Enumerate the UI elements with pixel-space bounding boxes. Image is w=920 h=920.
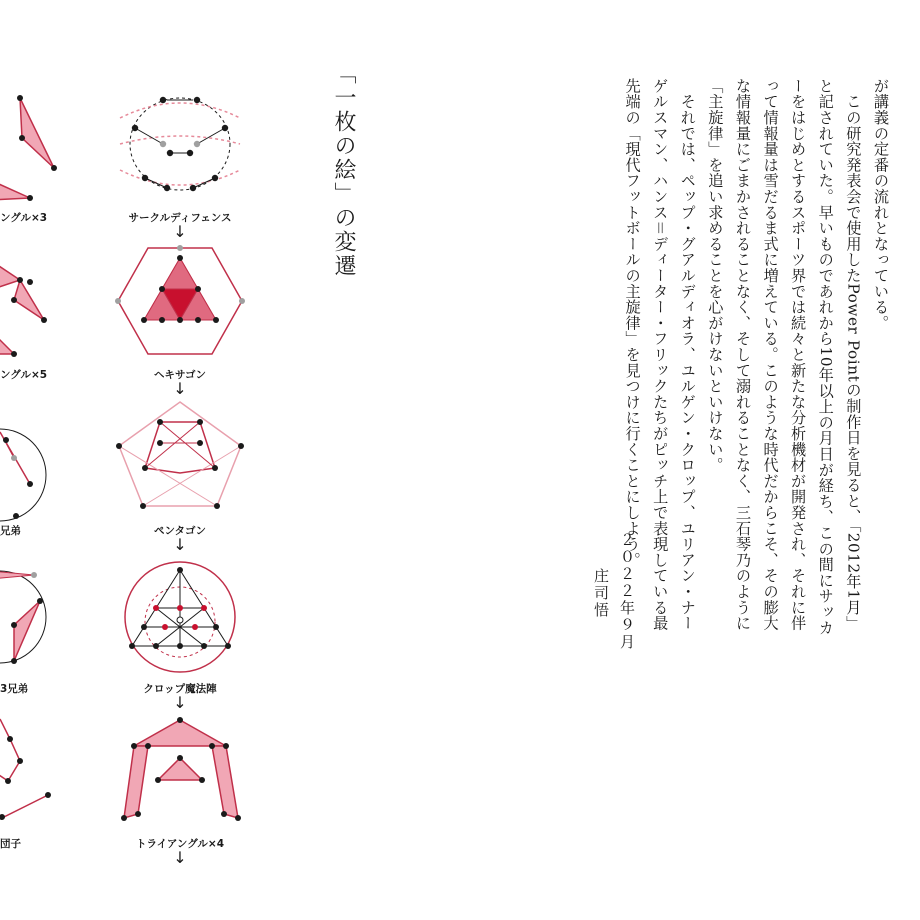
paragraph-3: それでは、ペップ・グアルディオラ、ユルゲン・クロップ、ユリアン・ナーゲルスマン、ハンス＝ディーター・フリックたちがピッチ上で表現している最先端の「現代フットボールの主旋律」を見つけに行くことにしよう。: [623, 78, 697, 631]
label-klopp-magic-circle: クロップ魔法陣: [143, 683, 217, 695]
left-label-5: 団子: [0, 838, 21, 850]
arrow-down-icon: ↓: [173, 222, 187, 241]
section-title: 「一枚の絵」の変遷: [331, 62, 356, 278]
author: 庄司悟: [592, 568, 610, 619]
arrow-down-icon: ↓: [173, 535, 187, 554]
date: ２０２２年９月: [618, 532, 636, 651]
diagram-pentagon: [115, 398, 245, 508]
body-text: [618, 78, 894, 638]
left-label-1: ングル×3: [0, 212, 48, 224]
label-hexagon: ヘキサゴン: [153, 369, 207, 381]
label-circle-defense: サークルディフェンス: [128, 212, 232, 224]
diagram-left-dango: [0, 715, 60, 825]
arrow-down-icon: ↓: [173, 848, 187, 867]
signature-block: [588, 532, 640, 732]
label-pentagon: ペンタゴン: [153, 525, 207, 537]
paragraph-2: この研究発表会で使用したPower Pointの制作日を見ると、「2012年1月」と記されていた。早いものであれから10年以上の月日が経ち、この間にサッカーをはじめとするスポーツ界では続々と新たな分析機材が開発され、それに伴って情報量は雪だるま式に増えている。このような時代だからこそ、その膨大な情報量にごまかされることなく、そして溺れることなく、三石琴乃のように「主旋律」を追い求めることを心がけないといけない。: [706, 78, 863, 636]
left-label-3: 兄弟: [0, 525, 21, 537]
diagram-circle-defense: [115, 88, 245, 203]
paragraph-1: が講義の定番の流れとなっている。: [871, 78, 890, 331]
left-label-4: 3兄弟: [0, 683, 29, 695]
arrow-down-icon: ↓: [173, 693, 187, 712]
diagram-left-triangle-3: [0, 90, 60, 205]
diagram-left-triangle-5: [0, 250, 60, 360]
diagram-klopp-magic-circle: [120, 560, 240, 675]
diagram-hexagon: [120, 246, 240, 356]
left-label-2: ングル×5: [0, 369, 48, 381]
arrow-down-icon: ↓: [173, 379, 187, 398]
diagram-left-3-brothers: [0, 565, 60, 675]
diagram-triangle-x4: [118, 718, 243, 828]
diagram-left-brothers: [0, 430, 60, 520]
label-triangle-x4: トライアングル×4: [135, 838, 225, 850]
